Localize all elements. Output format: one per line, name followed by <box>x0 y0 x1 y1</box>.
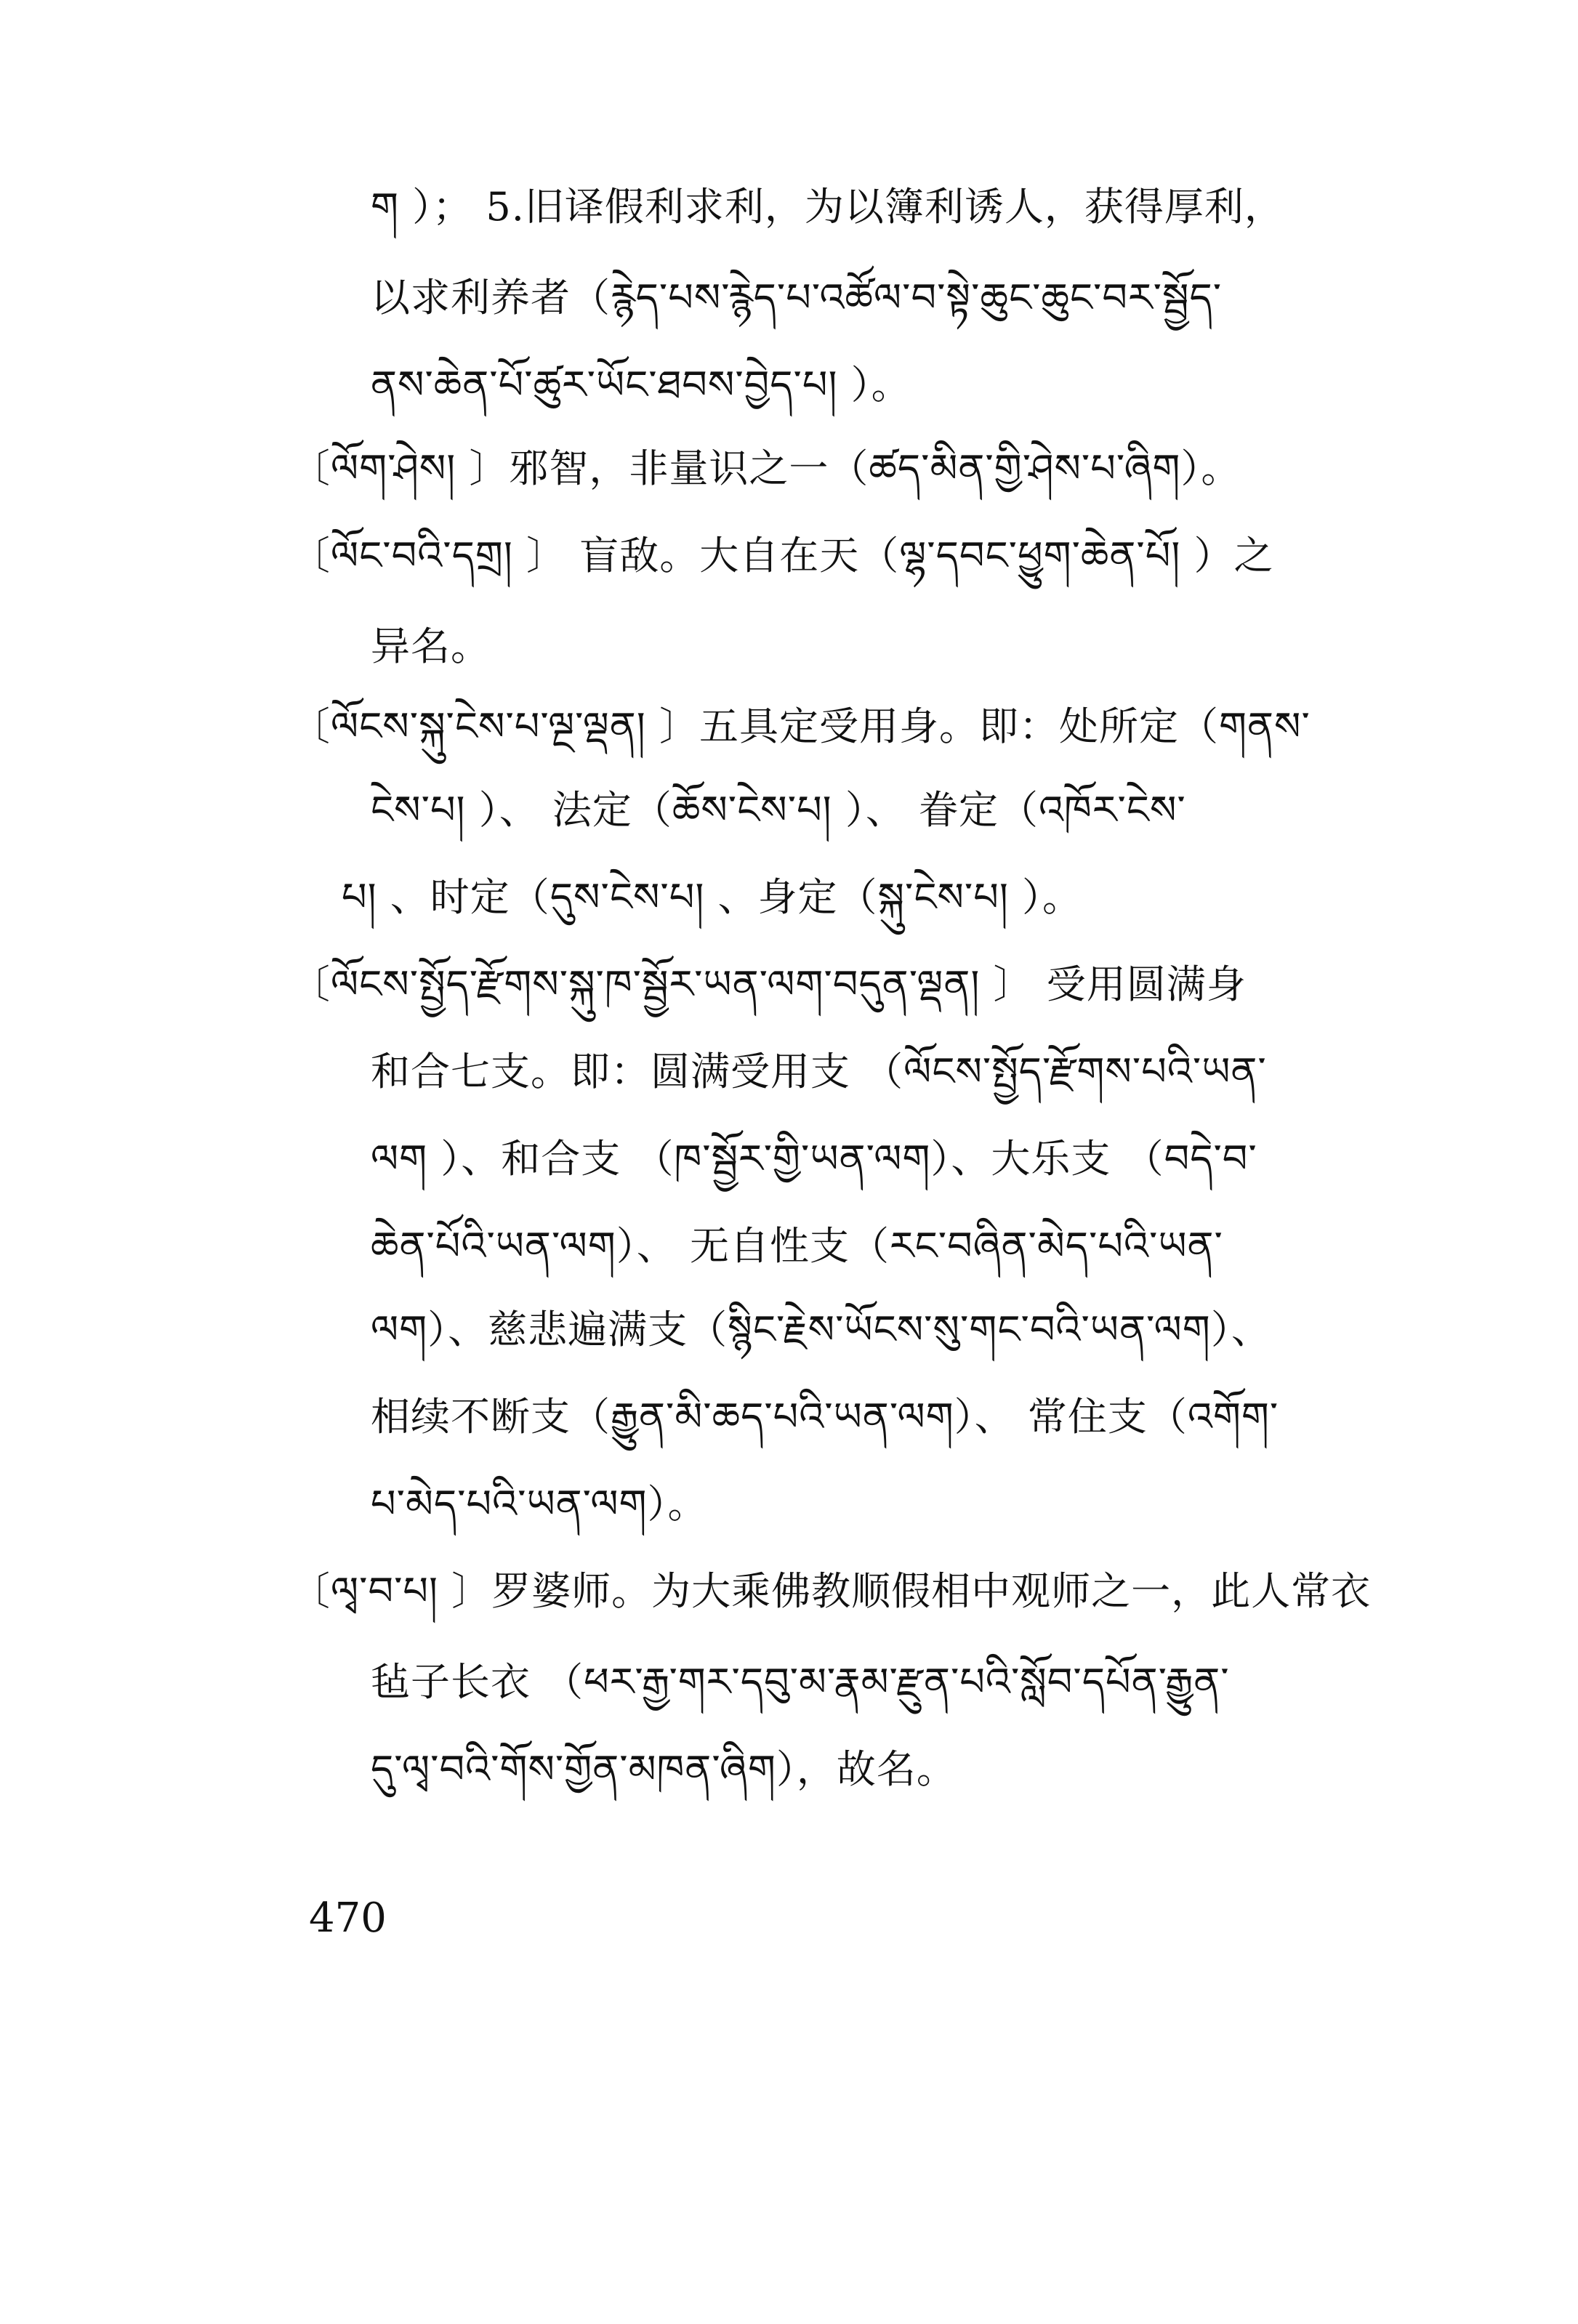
text-line-11: 和合七支。即：圆满受用支 （ལོངས་སྤྱོད་རྫོགས་པའི་ཡན་ <box>371 1049 1267 1094</box>
entry-heading-line-longs-spyod: 〔ལོངས་སྤྱོད་རྫོགས་སྐུ་ཁ་སྦྱོར་ཡན་ལག་བདུན་ལྡན། 〕 受用圆满身 <box>291 961 1247 1007</box>
entry-heading-line-longs-sku-nges-pa: 〔ལོངས་སྐུ་ངེས་པ་ལྔ་ལྡན། 〕五具定受用身。即：处所定（གནས་ <box>291 703 1311 749</box>
text-line-15: 相续不断支（རྒྱུན་མི་ཆད་པའི་ཡན་ལག）、 常住支（འགོག་ <box>371 1394 1279 1440</box>
text-line-16: པ་མེད་པའི་ཡན་ལག）。 <box>371 1481 708 1527</box>
text-line-8: ངེས་པ། ）、 法定（ཆོས་ངེས་པ། ）、 眷定（འཁོར་ངེས་ <box>371 787 1186 833</box>
text-line-12: ལག ）、和合支 （ཁ་སྦྱོར་གྱི་ཡན་ལག）、大乐支 （བདེ་བ་ <box>371 1136 1257 1182</box>
text-line-9: པ། 、时定（དུས་ངེས་པ། 、身定（སྐུ་ངེས་པ། ）。 <box>342 874 1083 920</box>
text-line-6: 异名。 <box>371 624 491 669</box>
entry-heading-line-long-bai-dgra: 〔ལོང་བའི་དགྲ། 〕 盲敌。大自在天（ལྷ་དབང་ཕྱུག་ཆེན་པོ། ）之 <box>291 533 1274 578</box>
text-line-19: དུ་ལྭ་བའི་གོས་གྱོན་མཁན་ཞིག），故名。 <box>371 1746 957 1792</box>
text-line-1: ག ）； 5.旧译假利求利，为以簿利诱人，获得厚利， <box>371 184 1284 230</box>
page-number: 470 <box>309 1895 387 1942</box>
text-line-14: ལག）、慈悲遍满支（སྙིང་རྗེས་ཡོངས་སུ་གང་བའི་ཡན་ལག）、 <box>371 1307 1271 1352</box>
entry-heading-line-log-shes: 〔ལོག་ཤེས། 〕邪智，非量识之一（ཚད་མིན་གྱི་ཤེས་པ་ཞིག）。 <box>291 445 1241 491</box>
text-line-18: 毡子长衣 （ཕར་རྒྱ་གར་དབུ་མ་རྣམ་རྫུན་པའི་སློབ་དཔོན་རྒྱུན་ <box>371 1659 1230 1705</box>
text-line-2: 以求利养者（རྙེད་པས་རྙེད་པ་འཚོལ་བ་སྟེ་ཆུང་ཆུང་བར་སྦྱོད་ <box>371 275 1223 320</box>
entry-heading-line-lwa-ba-pa: 〔ལྭ་བ་པ། 〕罗婆师。为大乘佛教顺假相中观师之一，此人常衣 <box>291 1568 1372 1614</box>
text-line-3: ནས་ཆེན་པོ་ཚུར་ཡོང་ཐབས་བྱེད་པ། ）。 <box>371 362 911 408</box>
text-line-13: ཆེན་པོའི་ཡན་ལག）、 无自性支（རང་བཞིན་མེད་པའི་ཡན་ <box>371 1223 1223 1269</box>
